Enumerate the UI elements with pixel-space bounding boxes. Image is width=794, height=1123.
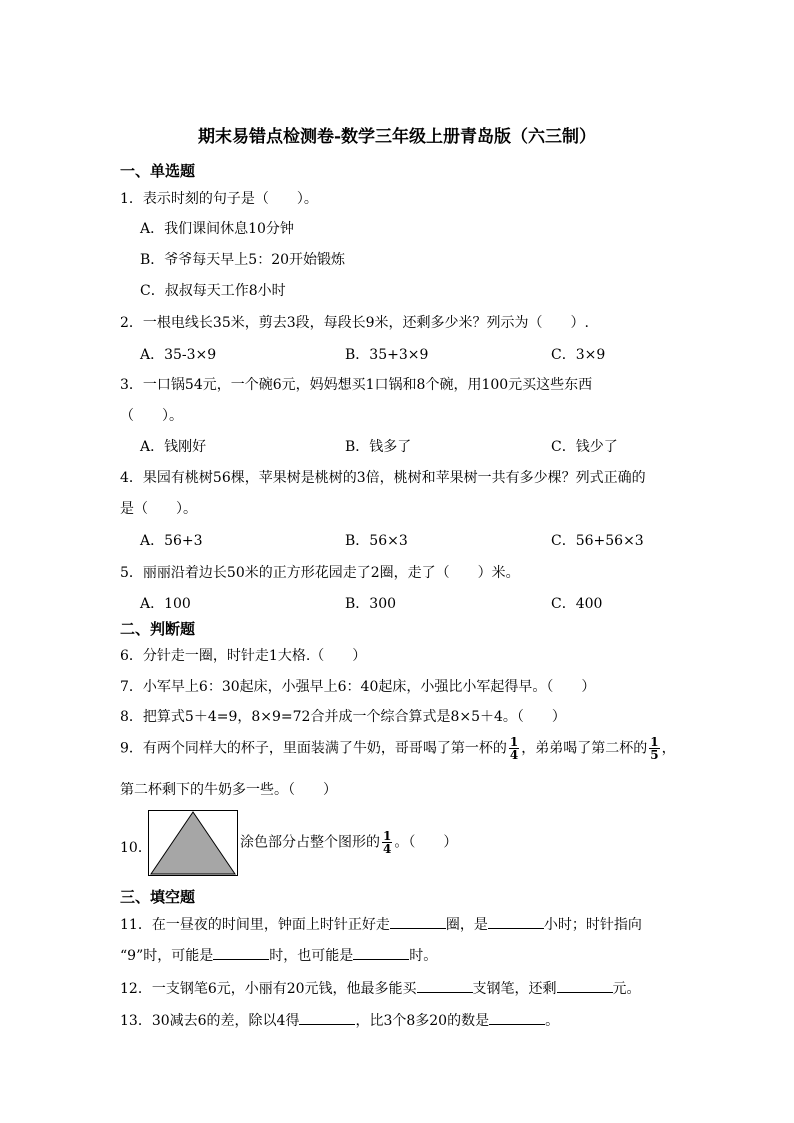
fraction-one-quarter (382, 830, 392, 855)
fraction-denominator: 4 (509, 748, 519, 762)
question-2-option-a: A．35-3×9 (140, 347, 217, 363)
question-5-option-b: B．300 (345, 596, 397, 612)
answer-blank[interactable] (299, 1010, 355, 1025)
question-9-text-b: ，弟弟喝了第二杯的 (521, 740, 648, 757)
question-4-option-a: A．56+3 (140, 533, 203, 549)
fraction-denominator: 4 (383, 842, 392, 856)
page-title: 期末易错点检测卷-数学三年级上册青岛版（六三制） (197, 127, 597, 147)
question-9-line1 (120, 736, 676, 761)
fraction-numerator: 1 (650, 735, 659, 749)
question-1-stem: 1．表示时刻的句子是（ ）。 (120, 191, 318, 207)
question-11-text-c: 小时；时针指向 (543, 917, 642, 933)
question-4-option-c: C．56+56×3 (551, 533, 644, 549)
question-9-text-a: 9．有两个同样大的杯子，里面装满了牛奶，哥哥喝了第一杯的 (120, 740, 507, 757)
question-3-option-a: A．钱刚好 (140, 439, 207, 455)
question-13-text-c: 。 (545, 1013, 560, 1029)
question-11-line2 (120, 945, 437, 965)
fraction-numerator: 1 (383, 829, 392, 843)
answer-blank[interactable] (488, 914, 544, 929)
question-1-option-c: C．叔叔每天工作8小时 (140, 283, 286, 299)
answer-blank[interactable] (390, 914, 446, 929)
fraction-numerator: 1 (509, 735, 519, 749)
question-1-option-a: A．我们课间休息10分钟 (140, 221, 294, 237)
fraction-denominator: 5 (650, 748, 659, 762)
question-3-stem-line1: 3．一口锅54元，一个碗6元，妈妈想买1口锅和8个碗，用100元买这些东西 (120, 377, 593, 393)
question-10-number: 10． (120, 840, 152, 856)
question-5-stem: 5．丽丽沿着边长50米的正方形花园走了2圈，走了（ ）米。 (120, 565, 520, 581)
question-5-option-c: C．400 (551, 596, 603, 612)
question-11-text-b: 圈，是 (445, 917, 488, 933)
question-11-text-f: 时。 (409, 948, 438, 964)
question-11-line1 (120, 914, 642, 934)
question-2-stem: 2．一根电线长35米，剪去3段，每段长9米，还剩多少米？列示为（ ）. (120, 315, 589, 331)
question-1-option-b: B．爷爷每天早上5：20开始锻炼 (140, 252, 346, 268)
section-heading-fill-blank: 三、填空题 (120, 888, 196, 906)
question-2-option-b: B．35+3×9 (345, 347, 429, 363)
question-13-text-a: 13．30减去6的差，除以4得 (120, 1013, 300, 1029)
question-13-text-b: ，比3个8多20的数是 (355, 1013, 490, 1029)
answer-blank[interactable] (557, 978, 613, 993)
question-12-text-b: 支钢笔，还剩 (472, 981, 557, 997)
question-8: 8．把算式5＋4=9，8×9=72合并成一个综合算式是8×5＋4。（ ） (120, 709, 566, 725)
question-9-text-c: ， (661, 740, 676, 757)
fraction-one-fifth (649, 736, 659, 761)
question-4-stem-line2: 是（ ）。 (120, 501, 197, 517)
question-4-option-b: B．56×3 (345, 533, 408, 549)
question-3-stem-line2: （ ）。 (120, 408, 183, 424)
question-7: 7．小军早上6：30起床，小强早上6：40起床，小强比小军起得早。（ ） (120, 679, 596, 695)
question-11-text-a: 11．在一昼夜的时间里，钟面上时针正好走 (120, 917, 390, 933)
triangle-figure (148, 810, 238, 876)
section-heading-single-choice: 一、单选题 (120, 162, 196, 180)
question-6: 6．分针走一圈，时针走1大格.（ ） (120, 648, 367, 664)
fraction-one-quarter (509, 736, 519, 761)
question-10-tail: 。（ ） (394, 834, 458, 851)
answer-blank[interactable] (489, 1010, 545, 1025)
question-3-option-c: C．钱少了 (551, 439, 618, 455)
question-12 (120, 978, 641, 998)
question-3-option-b: B．钱多了 (345, 439, 412, 455)
question-10-text (240, 830, 457, 855)
question-13 (120, 1010, 559, 1030)
question-9-line2: 第二杯剩下的牛奶多一些。（ ） (120, 782, 337, 798)
question-11-text-d: “9”时，可能是 (120, 948, 214, 964)
question-11-text-e: 时，也可能是 (269, 948, 354, 964)
question-2-option-c: C．3×9 (551, 347, 606, 363)
question-12-text-a: 12．一支钢笔6元，小丽有20元钱，他最多能买 (120, 981, 417, 997)
shaded-triangle-icon (149, 811, 237, 875)
question-12-text-c: 元。 (612, 981, 641, 997)
question-4-stem-line1: 4．果园有桃树56棵，苹果树是桃树的3倍，桃树和苹果树一共有多少棵？列式正确的 (120, 470, 646, 486)
question-10-stem: 涂色部分占整个图形的 (240, 834, 380, 851)
answer-blank[interactable] (417, 978, 473, 993)
answer-blank[interactable] (353, 945, 409, 960)
question-5-option-a: A．100 (140, 596, 191, 612)
section-heading-true-false: 二、判断题 (120, 620, 196, 638)
answer-blank[interactable] (213, 945, 269, 960)
